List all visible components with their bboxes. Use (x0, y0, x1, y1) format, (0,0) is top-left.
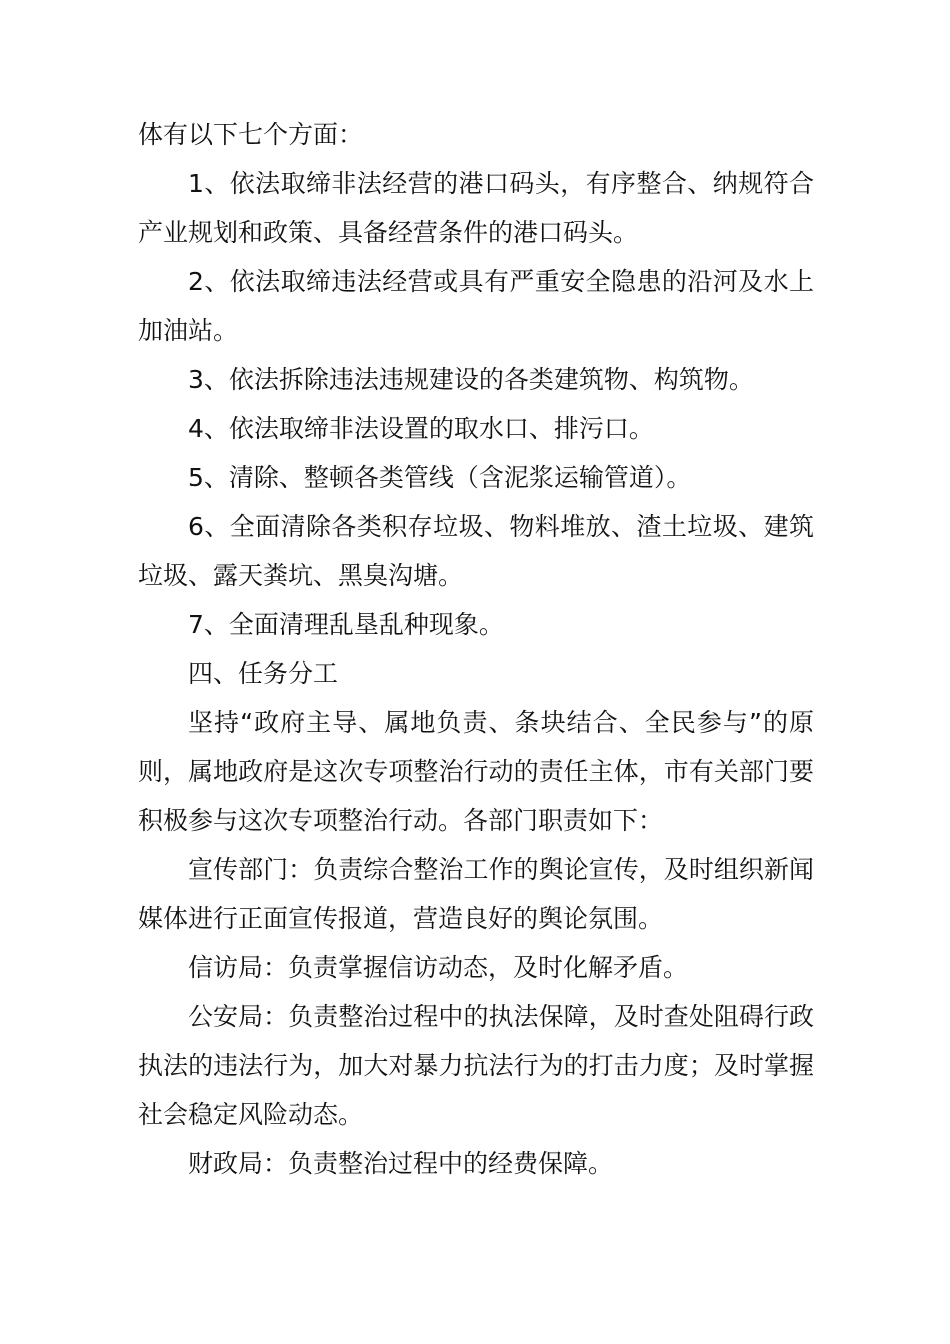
document-page (138, 110, 814, 1188)
paragraph-item-2: 2、依法取缔违法经营或具有严重安全隐患的沿河及水上加油站。 (138, 267, 814, 345)
paragraph-propaganda-department: 宣传部门：负责综合整治工作的舆论宣传，及时组织新闻媒体进行正面宣传报道，营造良好的舆论氛围。 (138, 855, 814, 933)
paragraph-item-5: 5、清除、整顿各类管线（含泥浆运输管道）。 (188, 463, 692, 492)
paragraph-item-4: 4、依法取缔非法设置的取水口、排污口。 (188, 414, 654, 443)
section-heading-task-division: 四、任务分工 (188, 659, 339, 688)
paragraph-public-security-bureau: 公安局：负责整治过程中的执法保障，及时查处阻碍行政执法的违法行为，加大对暴力抗法行为的打击力度；及时掌握社会稳定风险动态。 (138, 1002, 814, 1129)
paragraph-item-7: 7、全面清理乱垦乱种现象。 (188, 610, 504, 639)
paragraph-petition-bureau: 信访局：负责掌握信访动态，及时化解矛盾。 (188, 953, 689, 982)
paragraph-item-3: 3、依法拆除违法违规建设的各类建筑物、构筑物。 (188, 365, 754, 394)
paragraph-item-1: 1、依法取缔非法经营的港口码头，有序整合、纳规符合产业规划和政策、具备经营条件的港口码头。 (138, 169, 814, 247)
paragraph-item-6: 6、全面清除各类积存垃圾、物料堆放、渣土垃圾、建筑垃圾、露天粪坑、黑臭沟塘。 (138, 512, 814, 590)
paragraph-principle: 坚持“政府主导、属地负责、条块结合、全民参与”的原则，属地政府是这次专项整治行动的责任主体，市有关部门要积极参与这次专项整治行动。各部门职责如下： (138, 708, 814, 835)
paragraph-intro-continuation: 体有以下七个方面： (138, 120, 364, 149)
paragraph-finance-bureau: 财政局：负责整治过程中的经费保障。 (188, 1149, 614, 1178)
